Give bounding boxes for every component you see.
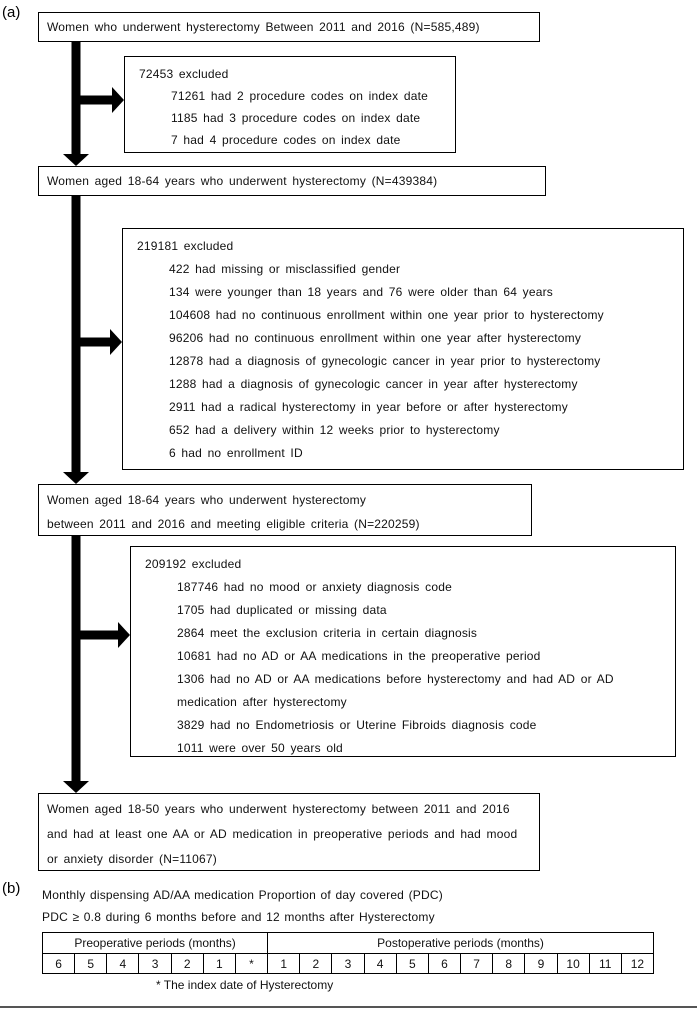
table-cell: 3 <box>139 954 171 974</box>
flow-box-cohort-1 <box>38 12 540 42</box>
panel-a-label: (a) <box>2 4 21 21</box>
table-cell: 7 <box>461 954 493 974</box>
preoperative-header: Preoperative periods (months) <box>43 933 268 954</box>
right-arrow-1 <box>72 88 124 112</box>
flow-box-cohort-3-line1: Women aged 18-64 years who underwent hysterectomy <box>47 493 367 507</box>
exclusion-item: 6 had no enrollment ID <box>169 446 303 460</box>
panel-b-line2: PDC ≥ 0.8 during 6 months before and 12 months after Hysterectomy <box>42 910 435 924</box>
panel-b-line1: Monthly dispensing AD/AA medication Proportion of day covered (PDC) <box>42 888 443 902</box>
down-arrow-3-shaft <box>72 536 81 782</box>
right-arrow-3-shaft <box>72 631 120 640</box>
flow-box-cohort-2 <box>38 166 546 196</box>
exclusion-3-title: 209192 excluded <box>145 557 242 571</box>
table-cell: 3 <box>332 954 364 974</box>
exclusion-item: 71261 had 2 procedure codes on index date <box>171 89 429 103</box>
right-arrow-1-shaft <box>72 96 114 105</box>
table-cell-index-date: * <box>235 954 267 974</box>
exclusion-item: 2864 meet the exclusion criteria in certain diagnosis <box>177 626 478 640</box>
exclusion-item: 1288 had a diagnosis of gynecologic cancer in year after hysterectomy <box>169 377 578 391</box>
table-cell: 5 <box>75 954 107 974</box>
right-arrow-3-head <box>118 622 130 648</box>
table-cell: 4 <box>364 954 396 974</box>
flow-box-cohort-2-text: Women aged 18-64 years who underwent hysterectomy (N=439384) <box>47 173 438 188</box>
bottom-divider <box>0 1006 697 1008</box>
table-cell: 9 <box>525 954 557 974</box>
right-arrow-2-shaft <box>72 338 112 347</box>
table-cell: 5 <box>396 954 428 974</box>
table-cell: 1 <box>268 954 300 974</box>
exclusion-item: 187746 had no mood or anxiety diagnosis code <box>177 580 452 594</box>
flow-box-cohort-3 <box>38 484 532 536</box>
right-arrow-2-head <box>110 329 122 355</box>
index-date-footnote: * The index date of Hysterectomy <box>156 978 334 992</box>
exclusion-box-2 <box>122 228 684 470</box>
pdc-period-table <box>42 932 654 974</box>
down-arrow-3-head <box>63 781 89 793</box>
exclusion-item: 96206 had no continuous enrollment within one year after hysterectomy <box>169 331 582 345</box>
flow-box-cohort-3-line2: between 2011 and 2016 and meeting eligible criteria (N=220259) <box>47 517 420 531</box>
table-cell: 6 <box>43 954 75 974</box>
down-arrow-3 <box>63 536 89 793</box>
exclusion-box-1 <box>124 56 456 153</box>
flow-box-cohort-1-text: Women who underwent hysterectomy Between 2011 and 2016 (N=585,489) <box>47 19 480 34</box>
table-cell: 11 <box>589 954 621 974</box>
exclusion-item: 3829 had no Endometriosis or Uterine Fibroids diagnosis code <box>177 718 537 732</box>
right-arrow-3 <box>72 623 130 647</box>
right-arrow-2 <box>72 330 122 354</box>
exclusion-item: 7 had 4 procedure codes on index date <box>171 133 401 147</box>
exclusion-item: 2911 had a radical hysterectomy in year before or after hysterectomy <box>169 400 568 414</box>
exclusion-item: 1185 had 3 procedure codes on index date <box>171 111 421 125</box>
table-cell: 1 <box>203 954 235 974</box>
flow-box-final-cohort <box>38 793 540 871</box>
table-cell: 12 <box>621 954 653 974</box>
exclusion-item: 1011 were over 50 years old <box>177 741 343 755</box>
exclusion-item: 134 were younger than 18 years and 76 were older than 64 years <box>169 285 553 299</box>
down-arrow-2-head <box>63 472 89 484</box>
exclusion-2-title: 219181 excluded <box>137 239 234 253</box>
exclusion-item: 652 had a delivery within 12 weeks prior to hysterectomy <box>169 423 500 437</box>
down-arrow-1-head <box>63 154 89 166</box>
panel-b-label: (b) <box>2 880 21 897</box>
exclusion-item: 104608 had no continuous enrollment within one year prior to hysterectomy <box>169 308 604 322</box>
exclusion-box-3 <box>130 546 676 757</box>
table-cell: 2 <box>171 954 203 974</box>
flow-box-final-cohort-text: Women aged 18-50 years who underwent hysterectomy between 2011 and 2016 and had at least one AA or AD medication in preoperative periods and had mood or anxiety disorder (N=11067) <box>47 802 518 866</box>
exclusion-1-title: 72453 excluded <box>139 67 229 81</box>
exclusion-item: 422 had missing or misclassified gender <box>169 262 401 276</box>
exclusion-item: 12878 had a diagnosis of gynecologic cancer in year prior to hysterectomy <box>169 354 601 368</box>
exclusion-item: 1705 had duplicated or missing data <box>177 603 387 617</box>
table-cell: 10 <box>557 954 589 974</box>
right-arrow-1-head <box>112 87 124 113</box>
table-cell: 2 <box>300 954 332 974</box>
table-cell: 8 <box>493 954 525 974</box>
exclusion-item: 10681 had no AD or AA medications in the preoperative period <box>177 649 541 663</box>
table-cell: 6 <box>428 954 460 974</box>
exclusion-item: 1306 had no AD or AA medications before hysterectomy and had AD or AD medication after hysterectomy <box>177 672 614 709</box>
table-cell: 4 <box>107 954 139 974</box>
postoperative-header: Postoperative periods (months) <box>268 933 654 954</box>
